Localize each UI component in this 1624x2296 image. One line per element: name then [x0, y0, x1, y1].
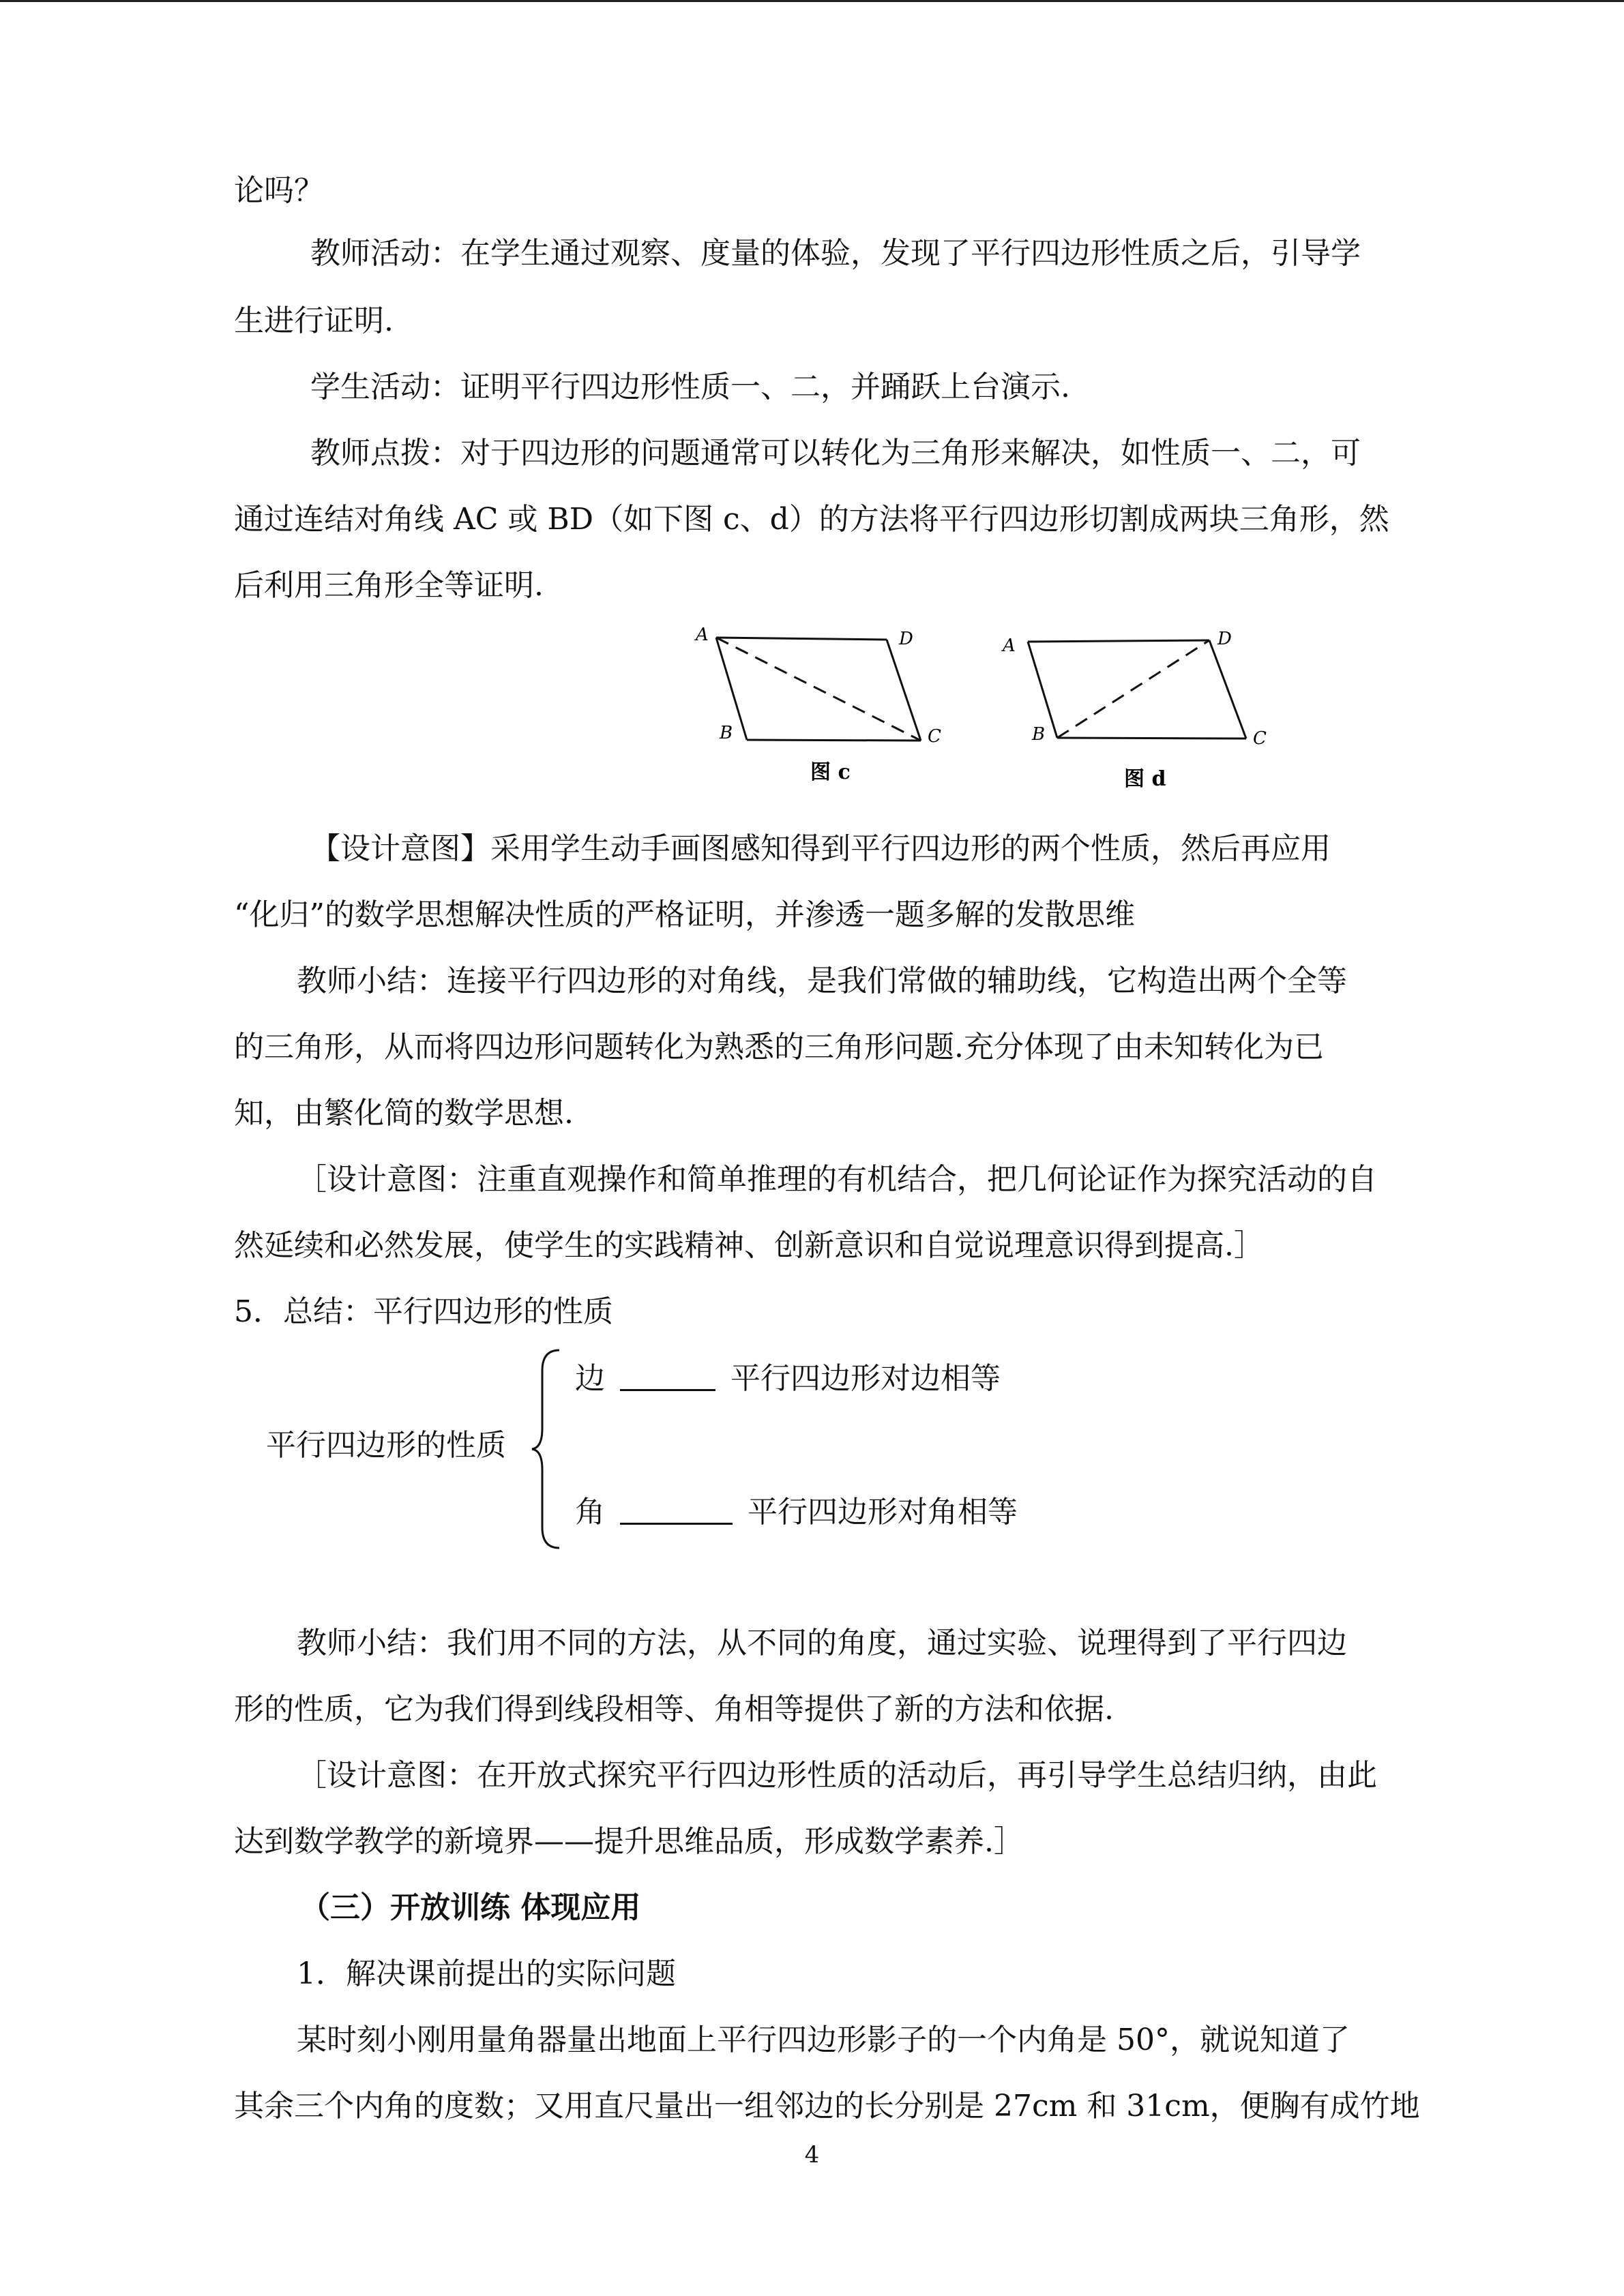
text-line: 1．解决课前提出的实际问题 — [297, 1956, 676, 1991]
figure-caption: 图 c — [810, 760, 851, 784]
label-B: B — [1032, 724, 1046, 745]
label-D: D — [899, 629, 913, 649]
text-line: 教师小结：连接平行四边形的对角线，是我们常做的辅助线，它构造出两个全等 — [297, 964, 1347, 998]
text-line: 的三角形，从而将四边形问题转化为熟悉的三角形问题.充分体现了由未知转化为已 — [234, 1030, 1324, 1064]
label-B: B — [720, 723, 733, 743]
curly-brace-path — [532, 1350, 559, 1548]
text-line: 学生活动：证明平行四边形性质一、二，并踊跃上台演示. — [310, 370, 1070, 404]
text-line: 生进行证明. — [234, 303, 394, 338]
text-line: 某时刻小刚用量角器量出地面上平行四边形影子的一个内角是 50°，就说知道了 — [297, 2023, 1350, 2057]
edge-BC — [1057, 738, 1246, 739]
text-line: 其余三个内角的度数；又用直尺量出一组邻边的长分别是 27cm 和 31cm，便胸有成竹地 — [234, 2089, 1420, 2123]
text-line: 知，由繁化简的数学思想. — [234, 1096, 574, 1131]
page-top-border — [0, 0, 1624, 2]
summary-edge-row — [575, 1358, 1001, 1399]
edge-BC — [747, 740, 921, 741]
text-line: 形的性质，它为我们得到线段相等、角相等提供了新的方法和依据. — [234, 1692, 1114, 1727]
summary-edge-text: 平行四边形对边相等 — [730, 1361, 1001, 1396]
text-line: 然延续和必然发展，使学生的实践精神、创新意识和自觉说理意识得到提高.］ — [234, 1228, 1264, 1263]
fill-blank — [620, 1523, 733, 1525]
section-heading: （三）开放训练 体现应用 — [300, 1890, 641, 1925]
curly-brace — [529, 1347, 570, 1551]
summary-label: 平行四边形的性质 — [266, 1428, 506, 1463]
text-line: ［设计意图：在开放式探究平行四边形性质的活动后，再引导学生总结归纳，由此 — [297, 1758, 1377, 1793]
text-line: 论吗？ — [234, 173, 324, 208]
figure-caption: 图 d — [1124, 767, 1166, 791]
figure-c — [682, 617, 969, 798]
text-line: 教师活动：在学生通过观察、度量的体验，发现了平行四边形性质之后，引导学 — [310, 236, 1361, 271]
page-number: 4 — [804, 2141, 820, 2168]
text-line: 教师小结：我们用不同的方法，从不同的角度，通过实验、说理得到了平行四边 — [297, 1626, 1347, 1660]
summary-angle-label: 角 — [575, 1495, 605, 1530]
section-item-title: 5．总结：平行四边形的性质 — [234, 1294, 613, 1329]
text-line: 通过连结对角线 AC 或 BD（如下图 c、d）的方法将平行四边形切割成两块三角形，然 — [234, 502, 1389, 537]
edge-AD — [716, 638, 887, 640]
edge-AD — [1028, 640, 1209, 642]
diagonal-BD — [1057, 640, 1209, 738]
label-C: C — [1253, 728, 1267, 749]
label-A: A — [696, 625, 709, 645]
summary-angle-row — [575, 1492, 1018, 1533]
label-A: A — [1003, 636, 1016, 656]
text-line: 后利用三角形全等证明. — [234, 568, 544, 603]
edge-DC — [887, 640, 921, 741]
diagonal-AC — [716, 638, 921, 741]
text-line: 【设计意图】采用学生动手画图感知得到平行四边形的两个性质，然后再应用 — [310, 831, 1331, 866]
label-D: D — [1217, 629, 1232, 649]
edge-DC — [1209, 640, 1246, 739]
text-line: 达到数学教学的新境界——提升思维品质，形成数学素养.］ — [234, 1824, 1024, 1859]
edge-AB — [1028, 642, 1057, 738]
text-line: “化归”的数学思想解决性质的严格证明，并渗透一题多解的发散思维 — [234, 897, 1135, 932]
label-C: C — [928, 726, 941, 747]
text-line: ［设计意图：注重直观操作和简单推理的有机结合，把几何论证作为探究活动的自 — [297, 1162, 1377, 1197]
fill-blank — [620, 1389, 715, 1391]
figure-d — [999, 617, 1286, 798]
summary-edge-label: 边 — [575, 1361, 605, 1396]
summary-angle-text: 平行四边形对角相等 — [748, 1495, 1018, 1530]
text-line: 教师点拨：对于四边形的问题通常可以转化为三角形来解决，如性质一、二，可 — [310, 436, 1361, 471]
